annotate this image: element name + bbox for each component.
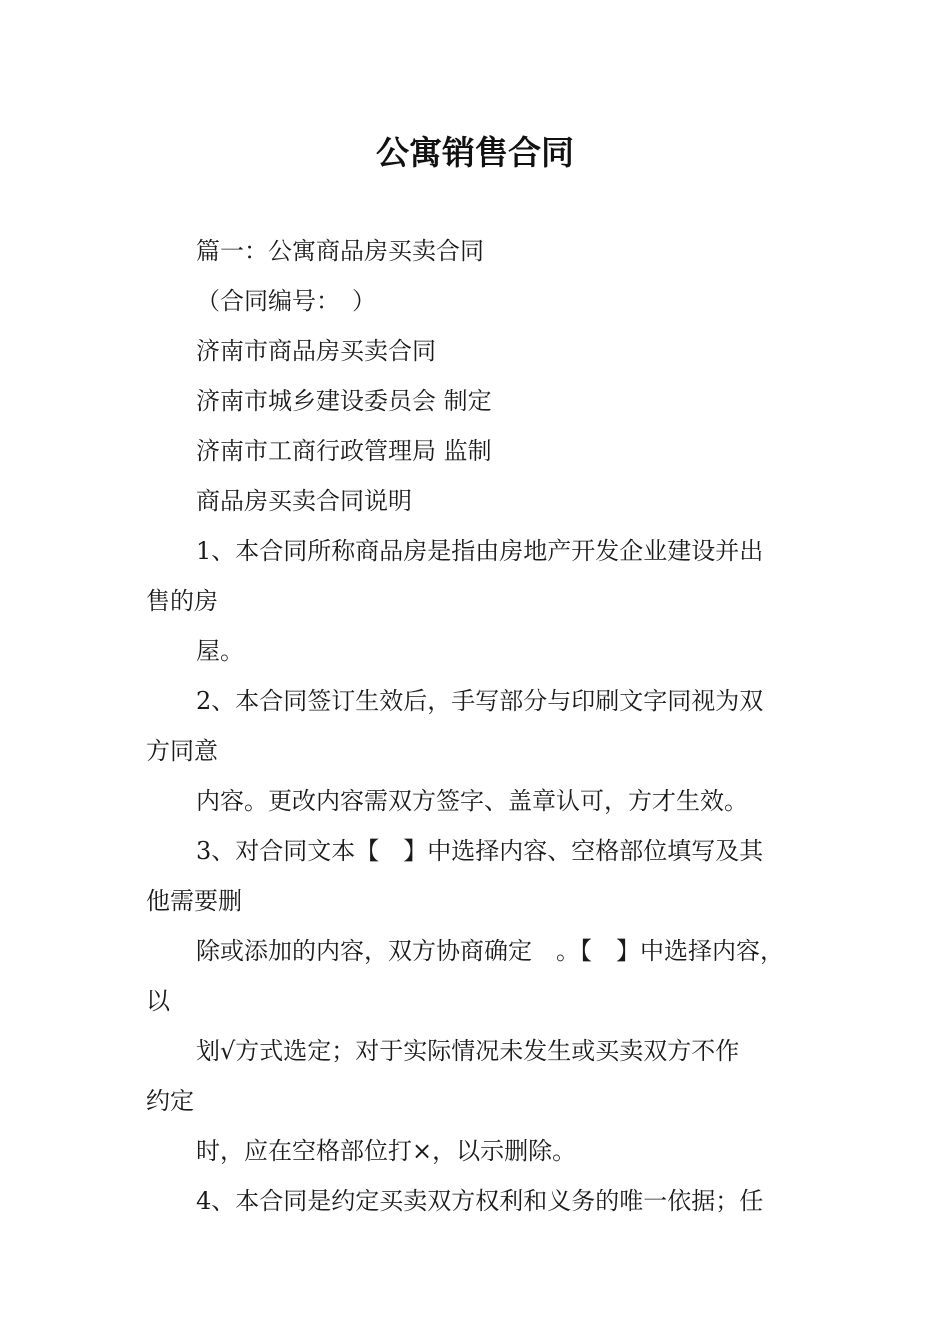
- supervisor-line: 济南市工商行政管理局 监制: [196, 437, 492, 465]
- document-title: 公寓销售合同: [376, 133, 574, 172]
- clause-2-line-3: 内容。更改内容需双方签字、盖章认可，方才生效。: [196, 787, 748, 815]
- clause-3-line-3: 除或添加的内容，双方协商确定 。【 】中选择内容，: [196, 937, 784, 965]
- clause-1-line-3: 屋。: [196, 637, 244, 665]
- clause-3-line-2: 他需要删: [146, 887, 242, 915]
- notes-heading: 商品房买卖合同说明: [196, 487, 412, 515]
- clause-3-line-6: 约定: [146, 1087, 194, 1115]
- clause-3-line-4: 以: [146, 987, 170, 1015]
- issuer-line: 济南市城乡建设委员会 制定: [196, 387, 492, 415]
- clause-3-line-1: 3、对合同文本【 】中选择内容、空格部位填写及其: [196, 837, 764, 865]
- contract-number: （合同编号： ）: [196, 287, 376, 315]
- clause-1-line-2: 售的房: [146, 587, 218, 615]
- clause-2-line-1: 2、本合同签订生效后，手写部分与印刷文字同视为双: [196, 687, 764, 715]
- contract-name: 济南市商品房买卖合同: [196, 337, 436, 365]
- clause-4-line-1: 4、本合同是约定买卖双方权利和义务的唯一依据；任: [196, 1187, 764, 1215]
- section-heading: 篇一：公寓商品房买卖合同: [196, 237, 484, 265]
- clause-3-line-7: 时，应在空格部位打×，以示删除。: [196, 1137, 577, 1165]
- clause-3-line-5: 划√方式选定；对于实际情况未发生或买卖双方不作: [196, 1037, 740, 1065]
- clause-1-line-1: 1、本合同所称商品房是指由房地产开发企业建设并出: [196, 537, 764, 565]
- clause-2-line-2: 方同意: [146, 737, 218, 765]
